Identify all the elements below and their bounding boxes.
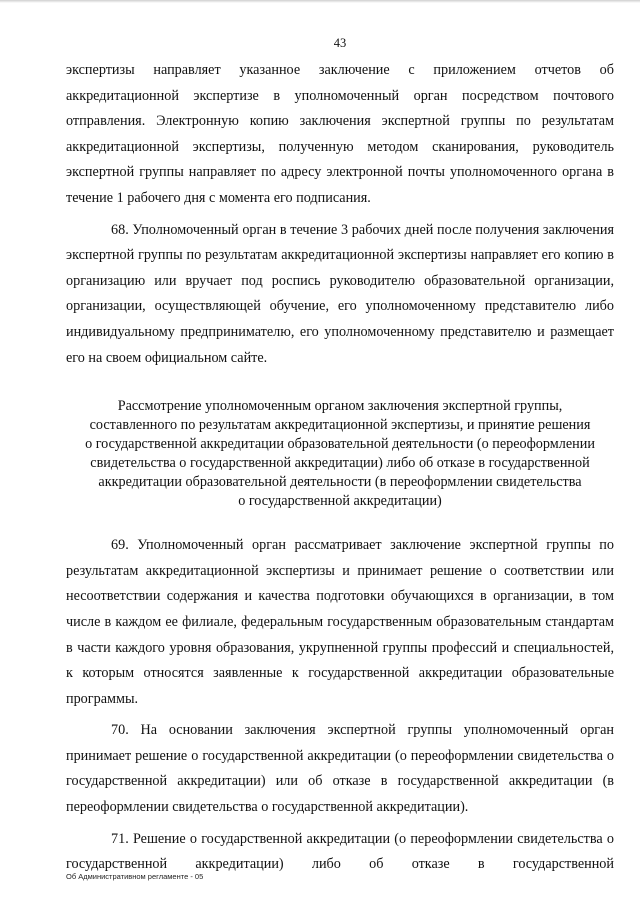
section-heading-line: о государственной аккредитации образовательной деятельности (о переоформлении [85, 436, 595, 453]
paragraph-70: 70. На основании заключения экспертной группы уполномоченный орган принимает решение о государственной аккредитации (о переоформлении свидетельства о государственной аккредитации) или об отказе в государственной аккредитации (в переоформлении свидетельства о государственной аккредитации). [66, 722, 614, 816]
section-heading-line: Рассмотрение уполномоченным органом заключения экспертной группы, [117, 398, 563, 415]
section-heading-line: свидетельства о государственной аккредитации) либо об отказе в государственной [90, 455, 590, 472]
page-top-edge [0, 0, 640, 3]
paragraph-71: 71. Решение о государственной аккредитации (о переоформлении свидетельства о государственной аккредитации) либо об отказе в государственной [66, 830, 614, 873]
document-body [66, 58, 614, 878]
paragraph-68: 68. Уполномоченный орган в течение 3 рабочих дней после получения заключения экспертной группы по результатам аккредитационной экспертизы направляет его копию в организацию или вручает под роспись руководителю образовательной организации, организации, осуществляющей обучение, его уполномоченному представителю либо индивидуальному предпринимателю, его уполномоченному представителю и размещает его на своем официальном сайте. [66, 221, 614, 366]
footer-note: Об Административном регламенте - 05 [66, 872, 204, 881]
paragraph-continuation: экспертизы направляет указанное заключение с приложением отчетов об аккредитационной экспертизе в уполномоченный орган посредством почтового отправления. Электронную копию заключения экспертной группы по результатам аккредитационной экспертизы, полученную методом сканирования, руководитель экспертной группы направляет по адресу электронной почты уполномоченного органа в течение 1 рабочего дня с момента его подписания. [66, 62, 614, 206]
section-heading-line: аккредитации образовательной деятельности (в переоформлении свидетельства [98, 474, 582, 491]
section-heading [66, 397, 614, 511]
section-heading-line: составленного по результатам аккредитационной экспертизы, и принятие решения [89, 417, 591, 434]
paragraph-69: 69. Уполномоченный орган рассматривает заключение экспертной группы по результатам аккредитационной экспертизы и принимает решение о соответствии или несоответствии содержания и качества подготовки обучающихся в организации, в том числе в каждом ее филиале, федеральным государственным образовательным стандартам в части каждого уровня образования, укрупненной группы профессий и специальностей, к которым относятся заявленные к государственной аккредитации образовательные программы. [66, 537, 614, 707]
page-number: 43 [333, 36, 347, 50]
section-heading-line: о государственной аккредитации) [238, 493, 442, 510]
